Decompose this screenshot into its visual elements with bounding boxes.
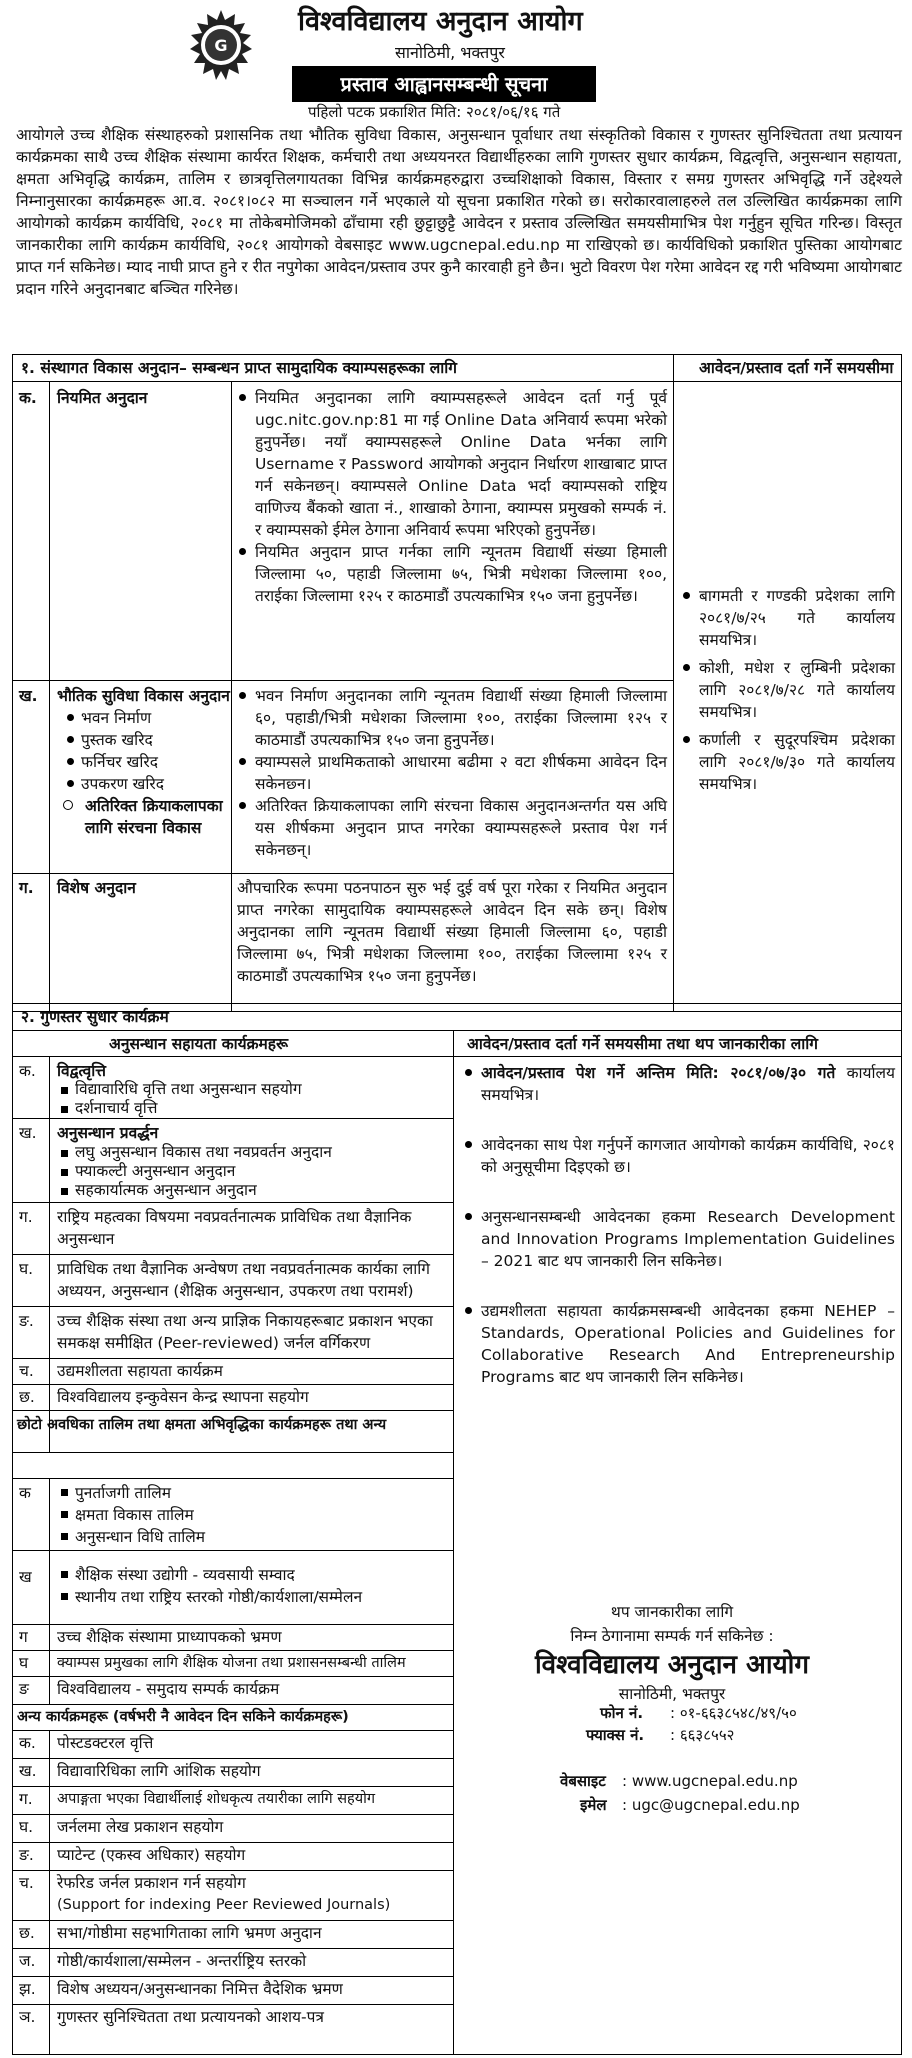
phone-value: : ०१-६६३८५४८/४९/५० — [670, 1704, 797, 1722]
research-header: अनुसन्धान सहायता कार्यक्रमहरू — [109, 1035, 289, 1053]
row-code: छ. — [19, 1924, 35, 1942]
org-title: विश्वविद्यालय अनुदान आयोग — [298, 6, 583, 37]
row-description — [237, 387, 667, 607]
row-items — [57, 1564, 449, 1608]
row-code: घ. — [19, 1260, 34, 1278]
list-item: अनुसन्धान विधि तालिम — [57, 1526, 449, 1548]
circle-bullet-icon — [63, 800, 73, 810]
row-code: च. — [19, 1874, 34, 1892]
section2-table — [12, 1003, 902, 2055]
section1-deadlines — [681, 585, 895, 795]
row-text: विद्यावारिधिका लागि आंशिक सहयोग — [57, 1762, 261, 1780]
row-name: नियमित अनुदान — [57, 389, 148, 407]
row-text: विश्वविद्यालय इन्कुवेसन केन्द्र स्थापना सहयोग — [57, 1388, 309, 1406]
row-text: राष्ट्रिय महत्वका विषयमा नवप्रवर्तनात्मक प्राविधिक तथा वैज्ञानिक अनुसन्धान — [57, 1208, 412, 1248]
list-item: पुस्तक खरिद — [63, 729, 229, 751]
row-code: च. — [19, 1362, 34, 1380]
intro-paragraph: आयोगले उच्च शैक्षिक संस्थाहरुको प्रशासनिक तथा भौतिक सुविधा विकास, अनुसन्धान पूर्वाधार तथा संस्कृतिको विकास र गुणस्तर सुनिश्चितता तथा प्रत्यायन कार्यक्रमका साथै उच्च शैक्षिक संस्थामा कार्यरत शिक्षक, कर्मचारी तथा अध्ययनरत विद्यार्थीहरुका लागि गुणस्तर सुधार कार्यक्रम, विद्वत्वृत्ति, अनुसन्धान सहायता, क्षमता अभिवृद्धि कार्यक्रम, तालिम र छात्रवृत्तिलगायतका विभिन्न कार्यक्रमहरुद्वारा उच्चशिक्षाको विकास, विस्तार र समग्र गुणस्तर अभिवृद्धि गर्ने उद्देश्यले निम्नानुसारका कार्यक्रमहरू आ.व. २०८१।०८२ मा सञ्चालन गर्ने भएकाले यो सूचना प्रकाशित गरेको छ। सरोकारवालाहरुले तल उल्लिखित कार्यक्रमका लागि आयोगको कार्यक्रम कार्यविधि, २०८१ मा तोकेबमोजिमको ढाँचामा रही छुट्टाछुट्टै आवेदन र प्रस्ताव उल्लिखित समयसीमाभित्र पेश गर्नुहुन सूचित गरिन्छ। विस्तृत जानकारीका लागि कार्यक्रम कार्यविधि, २०८१ आयोगको वेबसाइट www.ugcnepal.edu.np मा राखिएको छ। कार्यविधिको प्रकाशित पुस्तिका आयोगबाट प्राप्त गर्न सकिनेछ। म्याद नाघी प्राप्त हुने र रीत नपुगेका आवेदन/प्रस्ताव उपर कुनै कारवाही हुने छैन। भुटो विवरण पेश गरेमा आवेदन रद्द गरी भविष्यमा आयोगबाट प्रदान गरिने अनुदानबाट बञ्चित गरिनेछ। — [16, 126, 902, 298]
list-item: दर्शनाचार्य वृत्ति — [57, 1099, 449, 1118]
row-code: झ. — [19, 1980, 36, 1998]
row-text: गुणस्तर सुनिश्चितता तथा प्रत्यायनको आशय-पत्र — [57, 2008, 324, 2026]
email-label: इमेल — [580, 1796, 607, 1814]
row-code: ङ — [19, 1680, 29, 1698]
web-link[interactable]: : www.ugcnepal.edu.np — [622, 1772, 798, 1790]
row-text: क्याम्पस प्रमुखका लागि शैक्षिक योजना तथा प्रशासनसम्बन्धी तालिम — [57, 1655, 406, 1671]
section1-table — [12, 354, 902, 1012]
contact-line2: निम्न ठेगानामा सम्पर्क गर्न सकिनेछ : — [570, 1627, 774, 1645]
row-code: ख — [19, 1568, 32, 1586]
list-item: फ्याकल्टी अनुसन्धान अनुदान — [57, 1162, 449, 1181]
email-link[interactable]: : ugc@ugcnepal.edu.np — [622, 1796, 800, 1814]
row-code: ख. — [19, 1762, 37, 1780]
other-header: अन्य कार्यक्रमहरू (वर्षभरी नै आवेदन दिन सकिने कार्यक्रमहरू) — [17, 1709, 349, 1725]
list-item: सहकार्यात्मक अनुसन्धान अनुदान — [57, 1181, 449, 1200]
row-code: ङ. — [19, 1312, 34, 1330]
row-text: उच्च शैक्षिक संस्थामा प्राध्यापकको भ्रमण — [57, 1628, 282, 1646]
deadline-item: कर्णाली र सुदूरपश्चिम प्रदेशका लागि २०८१/७/३० गते कार्यालय समयभित्र। — [681, 729, 895, 795]
row-code: क. — [19, 389, 37, 407]
row-text: जर्नलमा लेख प्रकाशन सहयोग — [57, 1818, 224, 1836]
row-code: ग. — [19, 879, 34, 897]
desc-item: क्याम्पसले प्राथमिकताको आधारमा बढीमा २ वटा शीर्षकमा आवेदन दिन सकेनछ्न। — [237, 751, 667, 795]
list-item: शैक्षिक संस्था उद्योगी - व्यवसायी सम्वाद — [57, 1564, 449, 1586]
info-item — [463, 1062, 895, 1106]
row-code: ख. — [19, 687, 38, 705]
row-code: क — [19, 1484, 31, 1502]
row-text-english: (Support for indexing Peer Reviewed Journals) — [57, 1897, 391, 1913]
web-label: वेबसाइट — [560, 1772, 606, 1790]
row-text: रेफरिड जर्नल प्रकाशन गर्न सहयोग — [57, 1874, 246, 1892]
row-title: विद्वत्वृत्ति — [57, 1062, 106, 1080]
deadline-item: कोशी, मधेश र लुम्बिनी प्रदेशका लागि २०८१/७/२८ गते कार्यालय समयभित्र। — [681, 657, 895, 723]
phone-label: फोन नं. — [600, 1704, 644, 1722]
row-text: उद्यमशीलता सहायता कार्यक्रम — [57, 1362, 223, 1380]
svg-text:G: G — [214, 36, 228, 55]
row-text: प्राविधिक तथा वैज्ञानिक अन्वेषण तथा नवप्रवर्तनात्मक कार्यका लागि अध्ययन, अनुसन्धान (शैक्षिक अनुसन्धान, उपकरण तथा परामर्श) — [57, 1260, 430, 1300]
training-header: छोटो अवधिका तालिम तथा क्षमता अभिवृद्धिका कार्यक्रमहरू तथा अन्य — [17, 1417, 387, 1433]
list-item: क्षमता विकास तालिम — [57, 1504, 449, 1526]
row-text: अपाङ्गता भएका विद्यार्थीलाई शोधकृत्य तयारीका लागि सहयोग — [57, 1791, 376, 1807]
list-item: पुनर्ताजगी तालिम — [57, 1482, 449, 1504]
org-address: सानोठिमी, भक्तपुर — [395, 43, 505, 62]
list-item: लघु अनुसन्धान विकास तथा नवप्रवर्तन अनुदान — [57, 1143, 449, 1162]
row-code: छ. — [19, 1388, 35, 1406]
desc-item: अतिरिक्त क्रियाकलापका लागि संरचना विकास अनुदानअन्तर्गत यस अघि यस शीर्षकमा अनुदान प्राप्त नगरेका क्याम्पसहरूले प्रस्ताव पेश गर्न सकेनछन्। — [237, 795, 667, 861]
row-text: उच्च शैक्षिक संस्था तथा अन्य प्राज्ञिक निकायहरूबाट प्रकाशन भएका समकक्ष समीक्षित (Peer-reviewed) जर्नल वर्गिकरण — [57, 1312, 433, 1352]
notice-header — [0, 0, 912, 121]
circle-item — [63, 795, 229, 839]
published-date: पहिलो पटक प्रकाशित मिति: २०८१/०६/१६ गते — [308, 103, 561, 121]
notice-banner: प्रस्ताव आह्वानसम्बन्धी सूचना — [292, 66, 596, 102]
row-code: ख. — [19, 1124, 37, 1142]
row-text: सभा/गोष्ठीमा सहभागिताका लागि भ्रमण अनुदान — [57, 1924, 322, 1942]
deadline-rest: कार्यालय समयभित्र। — [481, 1064, 895, 1104]
deadline-text: आवेदन/प्रस्ताव पेश गर्ने अन्तिम मिति: २०८१/०७/३० गते — [481, 1064, 836, 1082]
list-item: उपकरण खरिद — [63, 773, 229, 795]
row-text: विश्वविद्यालय - समुदाय सम्पर्क कार्यक्रम — [57, 1680, 280, 1698]
row-items — [57, 1080, 449, 1118]
list-item: विद्यावारिधि वृत्ति तथा अनुसन्धान सहयोग — [57, 1080, 449, 1099]
row-name: भौतिक सुविधा विकास अनुदान — [57, 687, 230, 705]
list-item: अतिरिक्त क्रियाकलापका लागि संरचना विकास — [85, 797, 223, 837]
section2-title: २. गुणस्तर सुधार कार्यक्रम — [21, 1008, 169, 1026]
info-item: अनुसन्धानसम्बन्धी आवेदनका हकमा Research Development and Innovation Programs Implementation Guidelines – 2021 बाट थप जानकारी लिन सकिनेछ। — [463, 1206, 895, 1272]
row-code: ग. — [19, 1208, 33, 1226]
fax-label: फ्याक्स नं. — [586, 1726, 645, 1744]
deadline-item: बागमती र गण्डकी प्रदेशका लागि २०८१/७/२५ गते कार्यालय समयभित्र। — [681, 585, 895, 651]
row-text: प्याटेन्ट (एकस्व अधिकार) सहयोग — [57, 1846, 246, 1864]
section1-deadline-header: आवेदन/प्रस्ताव दर्ता गर्ने समयसीमा — [699, 359, 894, 377]
row-description: औपचारिक रूपमा पठनपाठन सुरु भई दुई वर्ष पूरा गरेका र नियमित अनुदान प्राप्त नगरेका सामुदायिक क्याम्पसहरूले आवेदन दिन सके छन्। विशेष अनुदानका लागि न्यूनतम विद्यार्थी संख्या हिमाली जिल्लामा ६०, पहाडी जिल्लामा ७५, भित्री मधेशका जिल्लामा १००, तराईका जिल्लामा १२५ र काठमाडौं उपत्यकाभित्र १५० जना हुनुपर्नेछ। — [237, 879, 667, 985]
row-text: विशेष अध्ययन/अनुसन्धानका निमित्त वैदेशिक भ्रमण — [57, 1980, 343, 1998]
contact-line1: थप जानकारीका लागि — [610, 1603, 734, 1621]
row-code: ग — [19, 1628, 28, 1646]
row-title: अनुसन्धान प्रवर्द्धन — [57, 1124, 159, 1142]
contact-org: विश्वविद्यालय अनुदान आयोग — [534, 1650, 810, 1680]
desc-item: भवन निर्माण अनुदानका लागि न्यूनतम विद्यार्थी संख्या हिमाली जिल्लामा ६०, पहाडी/भित्री मधेशका जिल्लामा १००, तराईका जिल्लामा १२५ र काठमाडौं उपत्यकाभित्र १५० जना हुनुपर्नेछ। — [237, 685, 667, 751]
row-code: घ — [19, 1654, 29, 1672]
row-code: घ. — [19, 1818, 34, 1836]
row-code: ज. — [19, 1952, 36, 1970]
row-text: पोस्टडक्टरल वृत्ति — [57, 1734, 154, 1752]
row-items — [57, 1143, 449, 1200]
section1-title: १. संस्थागत विकास अनुदान– सम्बन्धन प्राप्त सामुदायिक क्याम्पसहरूका लागि — [21, 359, 458, 377]
row-text: गोष्ठी/कार्यशाला/सम्मेलन - अन्तर्राष्ट्रिय स्तरको — [57, 1952, 307, 1970]
list-item: भवन निर्माण — [63, 707, 229, 729]
desc-item: नियमित अनुदान प्राप्त गर्नका लागि न्यूनतम विद्यार्थी संख्या हिमाली जिल्लामा ५०, पहाडी जिल्लामा ७५, भित्री मधेशका जिल्लामा १००, तराईका जिल्लामा १२५ र काठमाडौं उपत्यकाभित्र १५० जना हुनुपर्नेछ। — [237, 541, 667, 607]
row-code: ग. — [19, 1790, 33, 1808]
info-item: आवेदनका साथ पेश गर्नुपर्ने कागजात आयोगको कार्यक्रम कार्यविधि, २०८१ को अनुसूचीमा दिइएको छ। — [463, 1134, 895, 1178]
fax-value: : ६६३८५५२ — [670, 1726, 735, 1744]
desc-item: नियमित अनुदानका लागि क्याम्पसहरूले आवेदन दर्ता गर्नु पूर्व ugc.nitc.gov.np:81 मा गई Online Data अनिवार्य रूपमा भरेको हुनुपर्नेछ। नयाँ क्याम्पसहरूले Online Data भर्नका लागि Username र Password आयोगको अनुदान निर्धारण शाखाबाट प्राप्त गर्न सकेनछन्। क्याम्पसले Online Data भर्दा क्याम्पसको राष्ट्रिय वाणिज्य बैंकको खाता नं., शाखाको ठेगाना, क्याम्पस प्रमुखको सम्पर्क नं. र क्याम्पसको ईमेल ठेगाना अनिवार्य रूपमा भरिएको हुनुपर्नेछ। — [237, 387, 667, 541]
row-description — [237, 685, 667, 861]
ugc-logo-icon — [184, 8, 258, 82]
row-name: विशेष अनुदान — [57, 879, 136, 897]
row-items — [63, 707, 229, 795]
list-item: फर्निचर खरिद — [63, 751, 229, 773]
contact-address: सानोठिमी, भक्तपुर — [618, 1685, 726, 1703]
contact-block — [452, 1600, 892, 1706]
section2-info — [463, 1062, 895, 1388]
row-code: क. — [19, 1062, 36, 1080]
row-items — [57, 1482, 449, 1548]
right-header: आवेदन/प्रस्ताव दर्ता गर्ने समयसीमा तथा थप जानकारीका लागि — [467, 1035, 819, 1053]
info-item: उद्यमशीलता सहायता कार्यक्रमसम्बन्धी आवेदनका हकमा NEHEP – Standards, Operational Policies and Guidelines for Collaborative Research And Entrepreneurship Programs बाट थप जानकारी लिन सकिनेछ। — [463, 1300, 895, 1388]
row-code: ञ. — [19, 2008, 36, 2026]
list-item: स्थानीय तथा राष्ट्रिय स्तरको गोष्ठी/कार्यशाला/सम्मेलन — [57, 1586, 449, 1608]
row-code: ङ. — [19, 1846, 34, 1864]
row-code: क. — [19, 1734, 36, 1752]
